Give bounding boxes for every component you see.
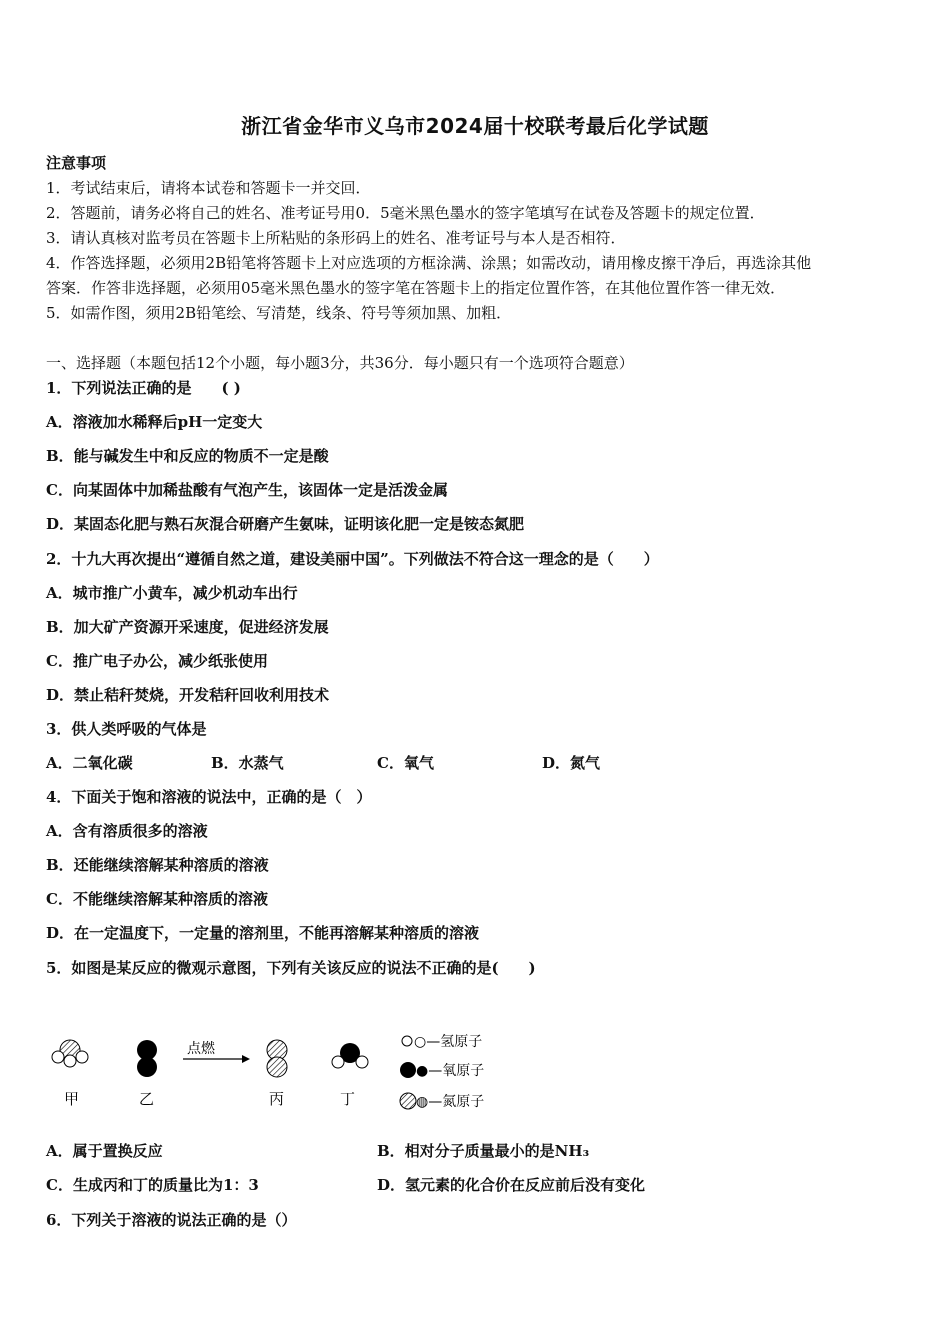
legend-hydrogen-icon (402, 1036, 412, 1046)
q2-option-a: A．城市推广小黄车，减少机动车出行 (46, 584, 298, 602)
q5-option-a: A．属于置换反应 (46, 1142, 163, 1160)
label-jia: 甲 (64, 1090, 80, 1108)
question-5-stem: 5．如图是某反应的微观示意图，下列有关该反应的说法不正确的是( ) (46, 959, 536, 977)
q2-option-d: D．禁止秸秆焚烧，开发秸秆回收利用技术 (46, 686, 330, 704)
arrow-label: 点燃 (187, 1041, 215, 1057)
molecule-bing-icon (267, 1040, 287, 1077)
q4-option-a: A．含有溶质很多的溶液 (46, 822, 208, 840)
q5-option-c: C．生成丙和丁的质量比为1：3 (46, 1176, 259, 1194)
q4-option-b: B．还能继续溶解某种溶质的溶液 (46, 856, 269, 874)
reaction-diagram (40, 1025, 520, 1120)
section-heading: 一、选择题（本题包括12个小题，每小题3分，共36分．每小题只有一个选项符合题意） (46, 354, 634, 372)
molecule-yi-icon (137, 1040, 157, 1077)
q3-option-d: D．氮气 (542, 754, 601, 772)
molecule-ding-icon (332, 1043, 368, 1068)
question-3-stem: 3．供人类呼吸的气体是 (46, 720, 207, 738)
question-4-stem: 4．下面关于饱和溶液的说法中，正确的是（ ） (46, 788, 372, 806)
legend-oxygen-icon (400, 1062, 416, 1078)
notice-item: 答案．作答非选择题，必须用05毫米黑色墨水的签字笔在答题卡上的指定位置作答，在其他位置作答一律无效． (46, 279, 786, 297)
q2-option-c: C．推广电子办公，减少纸张使用 (46, 652, 268, 670)
q3-option-a: A．二氧化碳 (46, 754, 133, 772)
q1-option-b: B．能与碱发生中和反应的物质不一定是酸 (46, 447, 329, 465)
notice-item: 2．答题前，请务必将自己的姓名、准考证号用0．5毫米黑色墨水的签字笔填写在试卷及答题卡的规定位置． (46, 204, 765, 222)
page-title: 浙江省金华市义乌市2024届十校联考最后化学试题 (241, 114, 709, 138)
label-bing: 丙 (269, 1090, 285, 1108)
question-2-stem: 2．十九大再次提出“遵循自然之道，建设美丽中国”。下列做法不符合这一理念的是（ ） (46, 550, 659, 568)
notice-item: 5．如需作图，须用2B铅笔绘、写清楚，线条、符号等须加黑、加粗． (46, 304, 512, 322)
q4-option-d: D．在一定温度下，一定量的溶剂里，不能再溶解某种溶质的溶液 (46, 924, 480, 942)
label-ding: 丁 (340, 1090, 356, 1108)
q3-option-c: C．氧气 (377, 754, 434, 772)
q4-option-c: C．不能继续溶解某种溶质的溶液 (46, 890, 268, 908)
notice-item: 1．考试结束后，请将本试卷和答题卡一并交回． (46, 179, 371, 197)
q3-option-b: B．水蒸气 (211, 754, 284, 772)
q2-option-b: B．加大矿产资源开采速度，促进经济发展 (46, 618, 329, 636)
q1-option-a: A．溶液加水稀释后pH一定变大 (46, 413, 263, 431)
question-6-stem: 6．下列关于溶液的说法正确的是（） (46, 1211, 297, 1229)
legend-nitrogen-icon (400, 1093, 416, 1109)
notice-item: 4．作答选择题，必须用2B铅笔将答题卡上对应选项的方框涂满、涂黑；如需改动，请用橡皮擦干净后，再选涂其他 (46, 254, 812, 272)
molecule-jia-icon (52, 1040, 88, 1067)
q5-option-d: D．氢元素的化合价在反应前后没有变化 (377, 1176, 646, 1194)
q5-option-b: B．相对分子质量最小的是NH₃ (377, 1142, 590, 1160)
q1-option-c: C．向某固体中加稀盐酸有气泡产生，该固体一定是活泼金属 (46, 481, 448, 499)
notice-item: 3．请认真核对监考员在答题卡上所粘贴的条形码上的姓名、准考证号与本人是否相符． (46, 229, 626, 247)
question-1-stem: 1．下列说法正确的是 ( ) (46, 379, 241, 397)
legend-hydrogen: ○—氢原子 (414, 1034, 483, 1050)
legend-nitrogen: ◍—氮原子 (416, 1094, 485, 1110)
label-yi: 乙 (139, 1090, 155, 1108)
notice-heading: 注意事项 (46, 154, 107, 172)
q1-option-d: D．某固态化肥与熟石灰混合研磨产生氨味，证明该化肥一定是铵态氮肥 (46, 515, 525, 533)
legend-oxygen: ●—氧原子 (416, 1063, 485, 1079)
